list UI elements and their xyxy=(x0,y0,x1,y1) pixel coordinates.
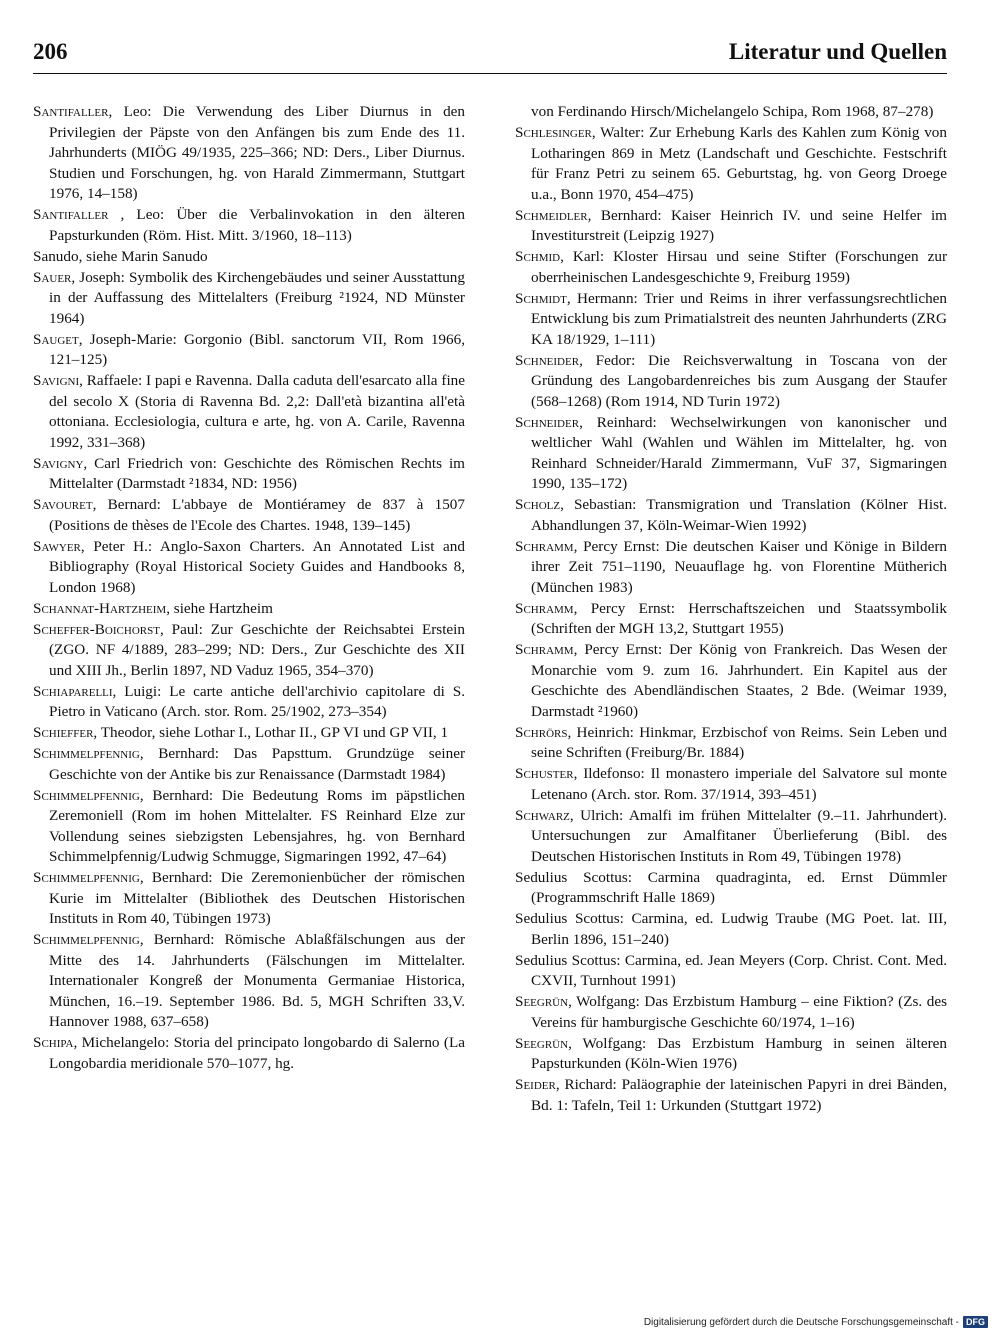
entry-text: , Bernhard: Römische Ablaßfälschungen aus der Mitte des 14. Jahrhunderts (Fälschungen im Mittelalter. Internationaler Kongreß der Monumenta Germaniae Historica, München, 16.–19. September 1986. Bd. 5, MGH Schriften 33,V. Hannover 1988, 637–658) xyxy=(49,931,465,1030)
entry-text: , Percy Ernst: Die deutschen Kaiser und Könige in Bildern ihrer Zeit 751–1190, Neuauflage hg. von Florentine Mütherich (München 1983) xyxy=(531,537,947,596)
entry-text: , Luigi: Le carte antiche dell'archivio capitolare di S. Pietro in Vaticano (Arch. stor. Rom. 25/1902, 273–354) xyxy=(49,682,465,720)
bibliography-entry xyxy=(515,1075,947,1116)
entry-text: , Carl Friedrich von: Geschichte des Römischen Rechts im Mittelalter (Darmstadt ²1834, ND: 1956) xyxy=(49,454,465,492)
bibliography-entry xyxy=(515,206,947,247)
entry-text: , Wolfgang: Das Erzbistum Hamburg – eine Fiktion? (Zs. des Vereins für hamburgische Geschichte 60/1974, 1–16) xyxy=(531,993,947,1031)
bibliography-entry xyxy=(515,640,947,722)
bibliography-entry xyxy=(33,371,465,453)
entry-text: , Bernhard: Die Zeremonienbücher der römischen Kurie im Mittelalter (Bibliothek des Deutschen Historischen Instituts in Rom 40, Tübingen 1973) xyxy=(49,869,465,927)
entry-text: , Peter H.: Anglo-Saxon Charters. An Annotated List and Bibliography (Royal Historical Society Guides and Handbooks 8, London 1968) xyxy=(49,537,465,596)
credit-text: Digitalisierung gefördert durch die Deutsche Forschungsgemeinschaft - xyxy=(643,1316,959,1328)
entry-author: Santifaller xyxy=(33,103,109,120)
bibliography-entry xyxy=(515,289,947,351)
entry-author: Schwarz xyxy=(515,806,570,824)
page-number: 206 xyxy=(33,39,68,64)
entry-text: , Raffaele: I papi e Ravenna. Dalla caduta dell'esarcato alla fine del secolo X (Storia di Ravenna Bd. 2,2: Dall'età bizantina all'età ottoniana. Ecclesiologia, cultura e arte, hg. von A. Carile, Ravenna 1992, 331–368) xyxy=(49,372,465,451)
entry-text: , Bernhard: Kaiser Heinrich IV. und seine Helfer im Investiturstreit (Leipzig 1927) xyxy=(531,206,947,244)
entry-author: Schneider xyxy=(515,351,580,369)
entry-text: Sanudo, siehe Marin Sanudo xyxy=(33,247,208,265)
entry-author: Seider xyxy=(515,1076,556,1093)
entry-author: Schneider xyxy=(515,413,580,431)
entry-author: Schimmelpfennig xyxy=(33,869,140,886)
bibliography-entry xyxy=(33,868,465,930)
entry-author: Schramm xyxy=(515,641,574,658)
entry-text: , Theodor, siehe Lothar I., Lothar II., GP VI und GP VII, 1 xyxy=(93,724,449,741)
bibliography-entry xyxy=(33,682,465,723)
entry-author: Schannat-Hartzheim xyxy=(33,599,167,617)
bibliography-entry xyxy=(515,102,947,123)
bibliography-entry xyxy=(33,1033,465,1074)
bibliography-entry xyxy=(515,868,947,909)
entry-author: Schramm xyxy=(515,599,574,617)
bibliography-entry xyxy=(515,951,947,992)
bibliography-entry xyxy=(33,537,465,599)
bibliography-entry xyxy=(33,786,465,868)
entry-text: , Bernhard: Die Bedeutung Roms im päpstlichen Zeremoniell (Rom im hohen Mittelalter. FS Reinhard Elze zur Vollendung seines siebzigsten Lebensjahres, hg. von Bernhard Schimmelpfennig/Ludwig Schmugge, Sigmaringen 1992, 47–64) xyxy=(49,786,465,865)
bibliography-entry xyxy=(515,723,947,764)
bibliography-entry xyxy=(515,1034,947,1075)
entry-text: , Ildefonso: Il monastero imperiale del Salvatore sul monte Letenano (Arch. stor. Rom. 37/1914, 393–451) xyxy=(531,765,947,803)
bibliography-entry xyxy=(515,537,947,599)
bibliography-left-column xyxy=(33,102,465,1075)
entry-text: von Ferdinando Hirsch/Michelangelo Schipa, Rom 1968, 87–278) xyxy=(531,103,934,120)
bibliography-entry xyxy=(515,351,947,413)
bibliography-entry xyxy=(33,744,465,785)
entry-author: Schimmelpfennig xyxy=(33,786,140,804)
entry-author: Sauget xyxy=(33,330,79,348)
entry-text: , Michelangelo: Storia del principato longobardo di Salerno (La Longobardia meridionale 570–1077, hg. xyxy=(49,1034,465,1072)
bibliography-entry xyxy=(33,268,465,330)
entry-author: Savigny xyxy=(33,454,84,472)
entry-text: , Fedor: Die Reichsverwaltung in Toscana von der Gründung des Langobardenreiches bis zum Ausgang der Staufer (568–1268) (Rom 1914, ND Turin 1972) xyxy=(531,351,947,410)
bibliography-entry xyxy=(33,330,465,371)
entry-text: , Reinhard: Wechselwirkungen von kanonischer und weltlicher Wahl (Wahlen und Wählen im Mittelalter, hg. von Reinhard Schneider/Harald Zimmermann, VuF 37, Sigmaringen 1990, 135–172) xyxy=(531,413,947,492)
entry-author: Schieffer xyxy=(33,724,94,741)
entry-text: Sedulius Scottus: Carmina quadraginta, ed. Ernst Dümmler (Programmschrift Halle 1869) xyxy=(515,868,947,906)
entry-author: Schimmelpfennig xyxy=(33,745,140,762)
entry-text: , Ulrich: Amalfi im frühen Mittelalter (9.–11. Jahrhundert). Untersuchungen zur Amalfitaner Überlieferung (Bibl. des Deutschen Historischen Instituts in Rom 49, Tübingen 1978) xyxy=(531,806,947,865)
entry-text: , Joseph-Marie: Gorgonio (Bibl. sanctorum VII, Rom 1966, 121–125) xyxy=(49,330,465,368)
bibliography-entry xyxy=(33,723,465,744)
entry-author: Seegrün xyxy=(515,993,569,1010)
bibliography-entry xyxy=(515,123,947,205)
entry-author: Schmidt xyxy=(515,289,567,307)
entry-author: Sauer xyxy=(33,268,72,286)
digitization-credit xyxy=(644,1316,988,1328)
bibliography-right-column xyxy=(515,102,947,1117)
entry-text: Sedulius Scottus: Carmina, ed. Ludwig Traube (MG Poet. lat. III, Berlin 1896, 151–240) xyxy=(515,910,947,948)
entry-author: Seegrün xyxy=(515,1034,569,1052)
entry-author: Schuster xyxy=(515,765,574,782)
entry-text: , Heinrich: Hinkmar, Erzbischof von Reims. Sein Leben und seine Schriften (Freiburg/Br. 1884) xyxy=(531,723,947,761)
entry-text: , Hermann: Trier und Reims in ihrer verfassungsrechtlichen Entwicklung bis zum Primatialstreit des neunten Jahrhunderts (ZRG KA 18/1929, 1–111) xyxy=(531,289,947,348)
running-title: Literatur und Quellen xyxy=(728,39,947,64)
entry-text: , Wolfgang: Das Erzbistum Hamburg in seinen älteren Papsturkunden (Köln-Wien 1976) xyxy=(531,1034,947,1072)
bibliography-entry xyxy=(33,102,465,205)
entry-author: Schiaparelli xyxy=(33,682,113,700)
entry-author: Schlesinger xyxy=(515,124,592,141)
entry-text: , Joseph: Symbolik des Kirchengebäudes und seiner Ausstattung in der Auffassung des Mittelalters (Freiburg ²1924, ND Münster 1964) xyxy=(49,268,465,327)
bibliography-entry xyxy=(515,909,947,950)
entry-author: Schmeidler xyxy=(515,206,588,224)
entry-author: Schipa xyxy=(33,1034,74,1051)
bibliography-entry xyxy=(33,930,465,1033)
entry-text: , Bernhard: Das Papsttum. Grundzüge seiner Geschichte von der Antike bis zur Renaissance (Darmstadt 1984) xyxy=(49,745,465,783)
entry-text: , Percy Ernst: Herrschaftszeichen und Staatssymbolik (Schriften der MGH 13,2, Stuttgart 1955) xyxy=(531,599,947,637)
entry-author: Schrörs xyxy=(515,723,568,741)
bibliography-entry xyxy=(515,247,947,288)
bibliography-entry xyxy=(515,992,947,1033)
entry-author: Sawyer xyxy=(33,537,81,555)
entry-author: Scheffer-Boichorst xyxy=(33,620,160,638)
bibliography-entry xyxy=(33,205,465,246)
entry-author: Schimmelpfennig xyxy=(33,931,140,948)
entry-text: , Paul: Zur Geschichte der Reichsabtei Erstein (ZGO. NF 4/1889, 283–299; ND: Ders., Zur Geschichte des XII und XIII Jh., Berlin 1897, ND Vaduz 1965, 354–370) xyxy=(49,620,465,679)
bibliography-entry xyxy=(33,247,465,268)
bibliography-entry xyxy=(515,806,947,868)
entry-author: Scholz xyxy=(515,496,561,513)
bibliography-entry xyxy=(515,495,947,536)
entry-text: , Sebastian: Transmigration und Translation (Kölner Hist. Abhandlungen 37, Köln-Weimar-Wien 1992) xyxy=(531,496,947,534)
bibliography-entry xyxy=(515,599,947,640)
entry-text: , Leo: Die Verwendung des Liber Diurnus in den Privilegien der Päpste von den Anfängen bis zum Ende des 11. Jahrhunderts (MIÖG 49/1935, 225–366; ND: Ders., Liber Diurnus. Studien und Forschungen, hg. von Harald Zimmermann, Stuttgart 1976, 14–158) xyxy=(49,103,465,202)
entry-text: , Richard: Paläographie der lateinischen Papyri in drei Bänden, Bd. 1: Tafeln, Teil 1: Urkunden (Stuttgart 1972) xyxy=(531,1076,947,1114)
bibliography-entry xyxy=(515,413,947,495)
entry-author: Schramm xyxy=(515,537,574,555)
entry-author: Savouret xyxy=(33,496,93,513)
entry-text: Sedulius Scottus: Carmina, ed. Jean Meyers (Corp. Christ. Cont. Med. CXVII, Turnhout 1991) xyxy=(515,951,947,989)
entry-text: , Percy Ernst: Der König von Frankreich. Das Wesen der Monarchie vom 9. zum 16. Jahrhundert. Ein Kapitel aus der Geschichte des Abendländischen Staates, 2 Bde. (Weimar 1939, Darmstadt ²1960) xyxy=(531,641,947,720)
entry-text: , siehe Hartzheim xyxy=(166,599,273,617)
bibliography-entry xyxy=(515,764,947,805)
entry-text: , Karl: Kloster Hirsau und seine Stifter (Forschungen zur oberrheinischen Landesgeschichte 9, Freiburg 1959) xyxy=(531,248,947,286)
entry-author: Schmid xyxy=(515,248,561,265)
entry-text: , Leo: Über die Verbalinvokation in den älteren Papsturkunden (Röm. Hist. Mitt. 3/1960, 18–113) xyxy=(49,206,465,244)
bibliography-entry xyxy=(33,599,465,620)
bibliography-entry xyxy=(33,620,465,682)
page-header xyxy=(33,37,947,74)
entry-author: Santifaller xyxy=(33,206,109,223)
dfg-logo: DFG xyxy=(963,1316,988,1328)
bibliography-entry xyxy=(33,495,465,536)
bibliography-entry xyxy=(33,454,465,495)
entry-text: , Walter: Zur Erhebung Karls des Kahlen zum König von Lotharingen 869 in Metz (Landschaft und Geschichte. Festschrift für Franz Petri zu seinem 65. Geburtstag, hg. von Georg Droege u.a., Bonn 1970, 454–475) xyxy=(531,124,947,203)
entry-text: , Bernard: L'abbaye de Montiéramey de 837 à 1507 (Positions de thèses de l'Ecole des Chartes. 1948, 139–145) xyxy=(49,496,465,534)
entry-author: Savigni xyxy=(33,372,80,389)
